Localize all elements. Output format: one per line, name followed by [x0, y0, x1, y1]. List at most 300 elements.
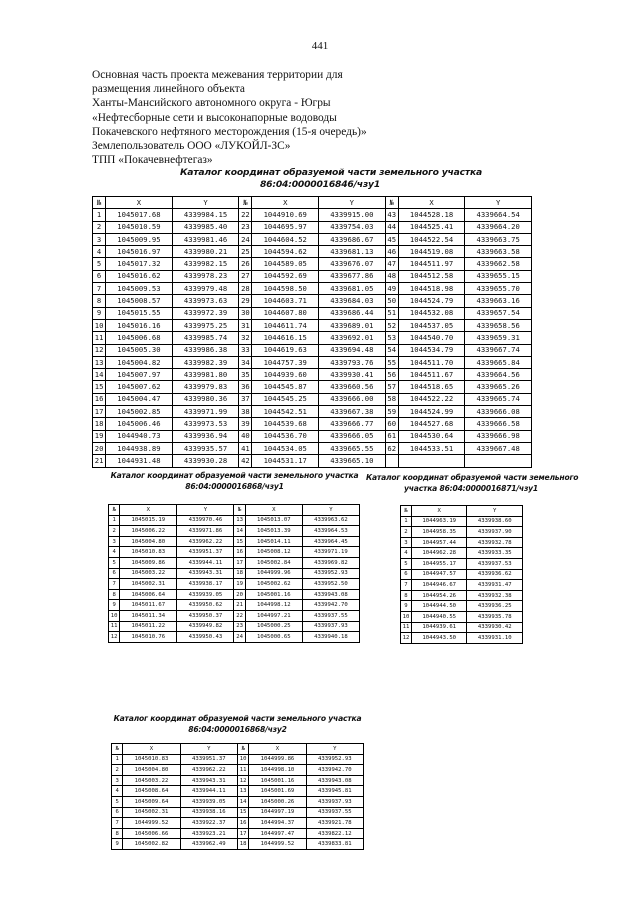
table-row [109, 632, 360, 643]
x-coordinate-cell: 1045008.12 [245, 547, 302, 558]
point-number-cell: 5 [93, 258, 106, 270]
table-row [401, 601, 523, 612]
y-coordinate-cell: 4339662.58 [465, 258, 532, 270]
point-number-cell: 24 [234, 632, 245, 643]
y-coordinate-cell: 4339945.81 [306, 786, 363, 797]
table-header-cell: № [112, 744, 123, 755]
table-header-row [401, 506, 523, 517]
point-number-cell: 6 [109, 568, 120, 579]
x-coordinate-cell: 1044958.35 [411, 527, 467, 538]
point-number-cell: 1 [112, 754, 123, 765]
y-coordinate-cell: 4339657.54 [465, 307, 532, 319]
y-coordinate-cell: 4339932.78 [467, 537, 523, 548]
point-number-cell: 17 [93, 406, 106, 418]
x-coordinate-cell: 1044955.17 [411, 558, 467, 569]
table-row [401, 633, 523, 644]
point-number-cell: 13 [234, 515, 245, 526]
x-coordinate-cell: 1044518.65 [398, 381, 465, 393]
point-number-cell: 7 [112, 818, 123, 829]
table-header-cell: Y [180, 744, 237, 755]
point-number-cell: 11 [109, 621, 120, 632]
x-coordinate-cell: 1044598.50 [252, 283, 319, 295]
table-row [109, 547, 360, 558]
x-coordinate-cell: 1044946.67 [411, 580, 467, 591]
y-coordinate-cell: 4339943.31 [177, 568, 234, 579]
point-number-cell: 58 [385, 393, 398, 405]
x-coordinate-cell: 1045013.07 [245, 515, 302, 526]
x-coordinate-cell: 1045005.30 [106, 344, 173, 356]
point-number-cell [385, 455, 398, 467]
table-row [93, 369, 532, 381]
x-coordinate-cell: 1045004.47 [106, 393, 173, 405]
table-header-cell: Y [306, 744, 363, 755]
x-coordinate-cell: 1044910.69 [252, 209, 319, 221]
point-number-cell: 38 [239, 406, 252, 418]
point-number-cell: 54 [385, 344, 398, 356]
y-coordinate-cell: 4339939.05 [180, 796, 237, 807]
y-coordinate-cell: 4339655.70 [465, 283, 532, 295]
x-coordinate-cell: 1044534.79 [398, 344, 465, 356]
point-number-cell: 8 [401, 590, 412, 601]
y-coordinate-cell: 4339963.62 [302, 515, 359, 526]
coordinate-table [111, 743, 364, 850]
point-number-cell: 37 [239, 393, 252, 405]
table-header-cell: Y [302, 505, 359, 516]
point-number-cell: 9 [109, 600, 120, 611]
x-coordinate-cell: 1044511.70 [398, 356, 465, 368]
point-number-cell: 53 [385, 332, 398, 344]
table-row [401, 548, 523, 559]
header-line: Основная часть проекта межевания территории для [92, 69, 343, 81]
point-number-cell: 2 [93, 221, 106, 233]
point-number-cell: 1 [401, 516, 412, 527]
point-number-cell: 19 [234, 579, 245, 590]
header-line: Ханты-Мансийского автономного округа - Югры [92, 97, 331, 110]
point-number-cell: 12 [93, 344, 106, 356]
x-coordinate-cell: 1044594.62 [252, 246, 319, 258]
y-coordinate-cell: 4339930.42 [467, 622, 523, 633]
x-coordinate-cell: 1045009.95 [106, 233, 173, 245]
y-coordinate-cell: 4339951.37 [180, 754, 237, 765]
point-number-cell: 4 [109, 547, 120, 558]
y-coordinate-cell: 4339942.70 [302, 600, 359, 611]
point-number-cell: 62 [385, 442, 398, 454]
x-coordinate-cell: 1044545.25 [252, 393, 319, 405]
x-coordinate-cell: 1045015.55 [106, 307, 173, 319]
x-coordinate-cell: 1045010.83 [123, 754, 180, 765]
y-coordinate-cell: 4339937.93 [306, 796, 363, 807]
point-number-cell: 55 [385, 356, 398, 368]
table-header-cell: № [385, 197, 398, 209]
table-header-cell: X [120, 505, 177, 516]
x-coordinate-cell: 1044999.52 [249, 839, 306, 850]
point-number-cell: 11 [237, 765, 248, 776]
y-coordinate-cell: 4339938.17 [177, 579, 234, 590]
point-number-cell: 2 [109, 526, 120, 537]
point-number-cell: 10 [401, 611, 412, 622]
x-coordinate-cell: 1044524.79 [398, 295, 465, 307]
y-coordinate-cell: 4339944.11 [180, 786, 237, 797]
x-coordinate-cell: 1045003.22 [123, 775, 180, 786]
table-row [112, 828, 364, 839]
document-header [92, 68, 512, 167]
y-coordinate-cell: 4339938.60 [467, 516, 523, 527]
y-coordinate-cell: 4339689.01 [319, 319, 386, 331]
y-coordinate-cell: 4339663.58 [465, 246, 532, 258]
x-coordinate-cell: 1045009.86 [120, 557, 177, 568]
point-number-cell: 44 [385, 221, 398, 233]
y-coordinate-cell: 4339915.00 [319, 209, 386, 221]
x-coordinate-cell: 1045017.68 [106, 209, 173, 221]
y-coordinate-cell: 4339664.20 [465, 221, 532, 233]
point-number-cell: 14 [93, 369, 106, 381]
y-coordinate-cell: 4339692.01 [319, 332, 386, 344]
point-number-cell: 61 [385, 430, 398, 442]
point-number-cell: 31 [239, 319, 252, 331]
x-coordinate-cell: 1044522.22 [398, 393, 465, 405]
y-coordinate-cell: 4339937.55 [302, 610, 359, 621]
y-coordinate-cell: 4339664.54 [465, 209, 532, 221]
x-coordinate-cell: 1044997.19 [249, 807, 306, 818]
point-number-cell: 9 [93, 307, 106, 319]
table-row [93, 258, 532, 270]
header-line: ТПП «Покачевнефтегаз» [92, 154, 213, 167]
catalog-title-line: Каталог координат образуемой части земельного участка [110, 471, 359, 480]
point-number-cell: 14 [234, 526, 245, 537]
point-number-cell: 4 [93, 246, 106, 258]
point-number-cell: 23 [234, 621, 245, 632]
x-coordinate-cell: 1045010.59 [106, 221, 173, 233]
x-coordinate-cell: 1044534.05 [252, 442, 319, 454]
table-row [109, 526, 360, 537]
x-coordinate-cell: 1044592.69 [252, 270, 319, 282]
point-number-cell: 4 [112, 786, 123, 797]
point-number-cell: 26 [239, 258, 252, 270]
y-coordinate-cell: 4339951.37 [177, 547, 234, 558]
x-coordinate-cell: 1045016.62 [106, 270, 173, 282]
y-coordinate-cell: 4339660.56 [319, 381, 386, 393]
y-coordinate-cell: 4339931.47 [467, 580, 523, 591]
table-row [112, 839, 364, 850]
point-number-cell: 22 [234, 610, 245, 621]
point-number-cell: 33 [239, 344, 252, 356]
table-row [93, 356, 532, 368]
y-coordinate-cell: 4339663.16 [465, 295, 532, 307]
y-coordinate-cell: 4339942.70 [306, 765, 363, 776]
x-coordinate-cell: 1045006.46 [106, 418, 173, 430]
catalog-title [110, 713, 365, 735]
table-row [93, 332, 532, 344]
point-number-cell: 11 [401, 622, 412, 633]
y-coordinate-cell: 4339933.35 [467, 548, 523, 559]
y-coordinate-cell: 4339681.13 [319, 246, 386, 258]
x-coordinate-cell: 1045004.80 [120, 536, 177, 547]
x-coordinate-cell: 1044998.12 [245, 600, 302, 611]
y-coordinate-cell: 4339665.74 [465, 393, 532, 405]
y-coordinate-cell: 4339982.39 [172, 356, 239, 368]
y-coordinate-cell: 4339969.82 [302, 557, 359, 568]
table-header-cell: № [109, 505, 120, 516]
x-coordinate-cell: 1044536.70 [252, 430, 319, 442]
x-coordinate-cell: 1044607.80 [252, 307, 319, 319]
y-coordinate-cell [465, 455, 532, 467]
header-line: Покачевского нефтяного месторождения (15-я очередь)» [92, 125, 367, 138]
point-number-cell: 7 [109, 579, 120, 590]
point-number-cell: 56 [385, 369, 398, 381]
table-row [112, 796, 364, 807]
point-number-cell: 29 [239, 295, 252, 307]
header-line: Землепользователь ООО «ЛУКОЙЛ-ЗС» [92, 140, 291, 153]
table-row [93, 295, 532, 307]
x-coordinate-cell: 1044545.87 [252, 381, 319, 393]
x-coordinate-cell: 1044947.57 [411, 569, 467, 580]
y-coordinate-cell: 4339677.86 [319, 270, 386, 282]
x-coordinate-cell: 1045011.67 [120, 600, 177, 611]
y-coordinate-cell: 4339681.05 [319, 283, 386, 295]
header-line: «Нефтесборные сети и высоконапорные водоводы [92, 111, 337, 124]
y-coordinate-cell: 4339935.78 [467, 611, 523, 622]
x-coordinate-cell: 1045017.32 [106, 258, 173, 270]
point-number-cell: 42 [239, 455, 252, 467]
point-number-cell: 10 [109, 610, 120, 621]
point-number-cell: 45 [385, 233, 398, 245]
point-number-cell: 27 [239, 270, 252, 282]
table-row [93, 319, 532, 331]
y-coordinate-cell: 4339950.37 [177, 610, 234, 621]
table-header-cell: X [123, 744, 180, 755]
x-coordinate-cell: 1045006.68 [106, 332, 173, 344]
x-coordinate-cell: 1044519.08 [398, 246, 465, 258]
x-coordinate-cell: 1044757.39 [252, 356, 319, 368]
x-coordinate-cell: 1044938.89 [106, 442, 173, 454]
x-coordinate-cell: 1044611.74 [252, 319, 319, 331]
y-coordinate-cell: 4339930.41 [319, 369, 386, 381]
y-coordinate-cell: 4339970.46 [177, 515, 234, 526]
y-coordinate-cell: 4339936.94 [172, 430, 239, 442]
y-coordinate-cell: 4339939.05 [177, 589, 234, 600]
table-row [109, 515, 360, 526]
table-row [401, 537, 523, 548]
point-number-cell: 14 [237, 796, 248, 807]
y-coordinate-cell: 4339981.46 [172, 233, 239, 245]
x-coordinate-cell: 1045002.31 [120, 579, 177, 590]
y-coordinate-cell: 4339666.98 [465, 430, 532, 442]
y-coordinate-cell: 4339940.18 [302, 632, 359, 643]
y-coordinate-cell: 4339667.38 [319, 406, 386, 418]
x-coordinate-cell: 1044512.58 [398, 270, 465, 282]
catalog-title-line: Каталог координат образуемой части земельного участка [113, 714, 362, 723]
point-number-cell: 4 [401, 548, 412, 559]
y-coordinate-cell: 4339971.99 [172, 406, 239, 418]
y-coordinate-cell: 4339936.62 [467, 569, 523, 580]
y-coordinate-cell: 4339931.10 [467, 633, 523, 644]
table-row [93, 283, 532, 295]
table-row [109, 536, 360, 547]
y-coordinate-cell: 4339985.40 [172, 221, 239, 233]
point-number-cell: 30 [239, 307, 252, 319]
y-coordinate-cell: 4339972.39 [172, 307, 239, 319]
x-coordinate-cell: 1044542.51 [252, 406, 319, 418]
x-coordinate-cell: 1044518.98 [398, 283, 465, 295]
x-coordinate-cell: 1044940.73 [106, 430, 173, 442]
x-coordinate-cell: 1044998.10 [249, 765, 306, 776]
y-coordinate-cell: 4339922.37 [180, 818, 237, 829]
x-coordinate-cell: 1044939.61 [411, 622, 467, 633]
x-coordinate-cell: 1044604.52 [252, 233, 319, 245]
y-coordinate-cell: 4339979.48 [172, 283, 239, 295]
x-coordinate-cell: 1044994.37 [249, 818, 306, 829]
table-row [93, 344, 532, 356]
y-coordinate-cell: 4339984.15 [172, 209, 239, 221]
x-coordinate-cell: 1044619.63 [252, 344, 319, 356]
catalog-title-cadastral: 86:04:0000016868/чзу1 [185, 482, 284, 491]
catalog-title-cadastral: 86:04:0000016846/чзу1 [259, 179, 381, 190]
table-header-row [109, 505, 360, 516]
y-coordinate-cell: 4339666.58 [465, 418, 532, 430]
point-number-cell: 18 [234, 568, 245, 579]
x-coordinate-cell: 1044957.44 [411, 537, 467, 548]
point-number-cell: 15 [237, 807, 248, 818]
x-coordinate-cell: 1044539.68 [252, 418, 319, 430]
point-number-cell: 20 [234, 589, 245, 600]
y-coordinate-cell: 4339949.82 [177, 621, 234, 632]
x-coordinate-cell: 1044532.08 [398, 307, 465, 319]
x-coordinate-cell: 1045007.97 [106, 369, 173, 381]
point-number-cell: 39 [239, 418, 252, 430]
x-coordinate-cell [398, 455, 465, 467]
point-number-cell: 6 [93, 270, 106, 282]
y-coordinate-cell: 4339937.55 [306, 807, 363, 818]
x-coordinate-cell: 1045002.84 [245, 557, 302, 568]
y-coordinate-cell: 4339666.00 [319, 393, 386, 405]
point-number-cell: 18 [93, 418, 106, 430]
table-header-cell: X [249, 744, 306, 755]
table-row [109, 568, 360, 579]
table-header-row [112, 744, 364, 755]
catalog-title-line: Каталог координат образуемой части земельного участка [180, 167, 482, 178]
x-coordinate-cell: 1044954.26 [411, 590, 467, 601]
table-header-cell: № [237, 744, 248, 755]
y-coordinate-cell: 4339676.07 [319, 258, 386, 270]
table-header-cell: № [239, 197, 252, 209]
table-row [109, 621, 360, 632]
y-coordinate-cell: 4339658.56 [465, 319, 532, 331]
y-coordinate-cell: 4339937.93 [302, 621, 359, 632]
point-number-cell: 5 [109, 557, 120, 568]
y-coordinate-cell: 4339971.19 [302, 547, 359, 558]
table-header-cell: № [234, 505, 245, 516]
y-coordinate-cell: 4339979.83 [172, 381, 239, 393]
x-coordinate-cell: 1044997.21 [245, 610, 302, 621]
point-number-cell: 8 [93, 295, 106, 307]
x-coordinate-cell: 1045008.64 [123, 786, 180, 797]
table-row [401, 622, 523, 633]
x-coordinate-cell: 1044540.70 [398, 332, 465, 344]
x-coordinate-cell: 1045015.19 [120, 515, 177, 526]
point-number-cell: 3 [401, 537, 412, 548]
y-coordinate-cell: 4339980.21 [172, 246, 239, 258]
x-coordinate-cell: 1045011.22 [120, 621, 177, 632]
table-header-cell: Y [177, 505, 234, 516]
y-coordinate-cell: 4339973.63 [172, 295, 239, 307]
point-number-cell: 12 [109, 632, 120, 643]
point-number-cell: 19 [93, 430, 106, 442]
point-number-cell: 21 [234, 600, 245, 611]
point-number-cell: 21 [93, 455, 106, 467]
point-number-cell: 22 [239, 209, 252, 221]
y-coordinate-cell: 4339684.03 [319, 295, 386, 307]
point-number-cell: 3 [93, 233, 106, 245]
point-number-cell: 5 [112, 796, 123, 807]
catalog-title-cadastral: участка 86:04:0000016871/чзу1 [404, 484, 538, 493]
header-line: размещения линейного объекта [92, 83, 245, 96]
table-header-cell: X [411, 506, 467, 517]
y-coordinate-cell: 4339982.15 [172, 258, 239, 270]
y-coordinate-cell: 4339981.80 [172, 369, 239, 381]
x-coordinate-cell: 1044963.19 [411, 516, 467, 527]
page-number: 441 [311, 40, 329, 52]
y-coordinate-cell: 4339950.43 [177, 632, 234, 643]
y-coordinate-cell: 4339833.81 [306, 839, 363, 850]
point-number-cell: 10 [93, 319, 106, 331]
y-coordinate-cell: 4339686.67 [319, 233, 386, 245]
x-coordinate-cell: 1044511.97 [398, 258, 465, 270]
point-number-cell: 7 [401, 580, 412, 591]
x-coordinate-cell: 1045016.16 [106, 319, 173, 331]
y-coordinate-cell: 4339793.76 [319, 356, 386, 368]
point-number-cell: 28 [239, 283, 252, 295]
point-number-cell: 59 [385, 406, 398, 418]
y-coordinate-cell: 4339664.56 [465, 369, 532, 381]
x-coordinate-cell: 1045002.82 [123, 839, 180, 850]
x-coordinate-cell: 1045006.22 [120, 526, 177, 537]
point-number-cell: 5 [401, 558, 412, 569]
x-coordinate-cell: 1045000.25 [245, 621, 302, 632]
table-row [401, 516, 523, 527]
table-row [93, 393, 532, 405]
point-number-cell: 16 [234, 547, 245, 558]
point-number-cell: 43 [385, 209, 398, 221]
x-coordinate-cell: 1045009.53 [106, 283, 173, 295]
point-number-cell: 36 [239, 381, 252, 393]
point-number-cell: 51 [385, 307, 398, 319]
table-row [93, 455, 532, 467]
table-row [401, 590, 523, 601]
table-row [401, 569, 523, 580]
catalog-title-line: Каталог координат образуемой части земельного [366, 473, 579, 482]
table-row [93, 381, 532, 393]
table-row [109, 589, 360, 600]
point-number-cell: 3 [112, 775, 123, 786]
y-coordinate-cell: 4339950.62 [177, 600, 234, 611]
y-coordinate-cell: 4339930.28 [172, 455, 239, 467]
y-coordinate-cell: 4339655.15 [465, 270, 532, 282]
point-number-cell: 12 [237, 775, 248, 786]
x-coordinate-cell: 1045001.16 [249, 775, 306, 786]
point-number-cell: 34 [239, 356, 252, 368]
table-row [93, 418, 532, 430]
table-row [401, 527, 523, 538]
table-row [93, 233, 532, 245]
x-coordinate-cell: 1044537.05 [398, 319, 465, 331]
point-number-cell: 52 [385, 319, 398, 331]
y-coordinate-cell: 4339938.16 [180, 807, 237, 818]
point-number-cell: 15 [234, 536, 245, 547]
y-coordinate-cell: 4339964.45 [302, 536, 359, 547]
table-row [109, 557, 360, 568]
y-coordinate-cell: 4339936.25 [467, 601, 523, 612]
x-coordinate-cell: 1045010.76 [120, 632, 177, 643]
